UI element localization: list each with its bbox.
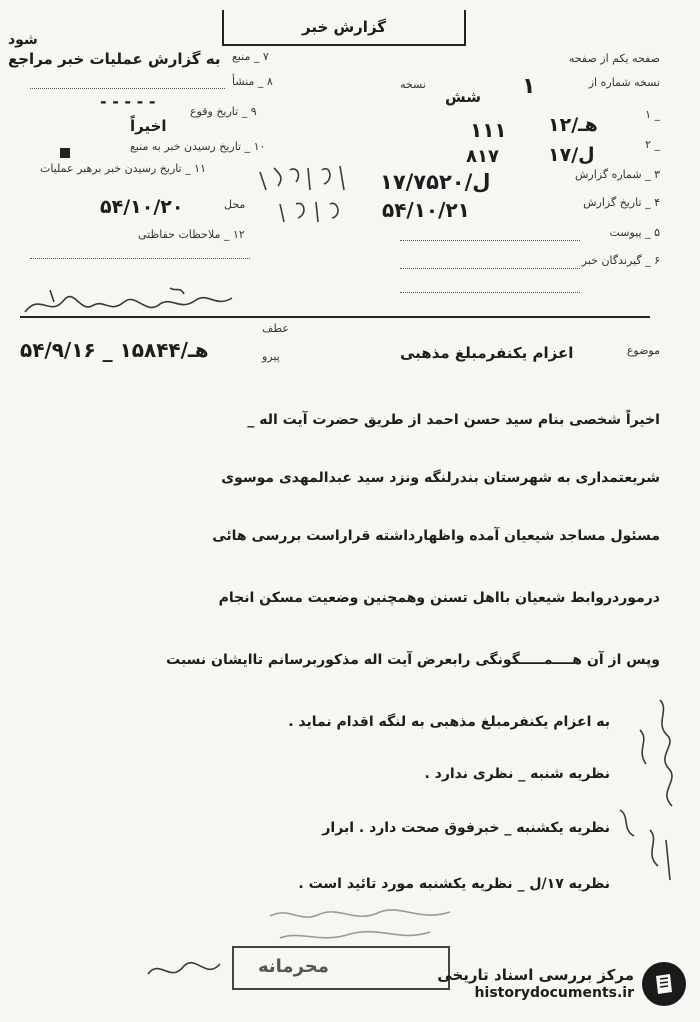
- bottom-signature: [140, 950, 230, 990]
- separator-line: [20, 316, 650, 318]
- field-8-label: ۸ _ منشأ: [232, 75, 273, 88]
- field-11-sub-label: محل: [224, 198, 246, 211]
- atf-label: عطف: [262, 322, 289, 335]
- field-7-label: ۷ _ منبع: [232, 50, 269, 63]
- item-2-handwritten: ۸۱۷: [466, 146, 499, 167]
- item-3-value: ۱۷/۷۵۲۰/ل: [380, 170, 491, 194]
- field-7-corner-note: شود: [8, 32, 38, 48]
- handwritten-number-scribble: [250, 160, 360, 230]
- item-4-label: ۴ _ تاریخ گزارش: [583, 196, 660, 209]
- subject-value: اعزام یکنفرمبلغ مذهبی: [400, 344, 574, 362]
- copy-number-label: نسخه شماره از: [588, 76, 660, 89]
- note-saturday: نظریه شنبه _ نظری ندارد .: [424, 766, 610, 782]
- note-sunday: نظریه یکشنبه _ خبرفوق صحت دارد . ابرار: [322, 820, 610, 836]
- copy-number-value: ۱: [522, 74, 536, 99]
- field-8-dotline: [30, 88, 225, 89]
- item-2-value: ۱۷/ل: [548, 144, 595, 166]
- margin-handwriting: [600, 690, 690, 890]
- body-line-1: اخیراً شخصی بنام سید حسن احمد از طریق حضرت آیت اله _: [247, 412, 660, 428]
- ink-mark: [60, 148, 70, 158]
- field-8-dashes: - - - - -: [100, 92, 156, 111]
- body-line-6: به اعزام یکنفرمبلغ مذهبی به لنگه اقدام نماید .: [288, 714, 610, 730]
- item-6-label: ۶ _ گیرندگان خبر: [581, 254, 660, 267]
- body-line-3: مسئول مساجد شیعیان آمده واظهارداشته قراراست بررسی هائی: [212, 528, 660, 544]
- item-1-handwritten: ۱۱۱: [470, 118, 507, 142]
- body-line-2: شریعتمداری به شهرستان بندرلنگه ونزد سید عبدالمهدی موسوی: [221, 470, 660, 486]
- bottom-stamp-text: محرمانه: [258, 956, 329, 977]
- field-9-label: ۹ _ تاریخ وقوع: [190, 105, 257, 118]
- piro-label: پیرو: [262, 350, 280, 363]
- item-3-label: ۳ _ شماره گزارش: [574, 168, 660, 181]
- body-line-5: وپس از آن هــــمـــــگونگی رابعرض آیت اله مذکوربرسانم تاایشان نسبت: [166, 652, 660, 668]
- faded-handwriting: [260, 902, 480, 950]
- report-title: گزارش خبر: [222, 10, 466, 46]
- reference-value: ۵۴/۹/۱۶ _ ۱هـ/۵۸۴۴: [20, 338, 209, 362]
- item-5-label: ۵ _ پیوست: [609, 226, 660, 239]
- item-6-dotline-2: [400, 292, 580, 293]
- item-4-value: ۵۴/۱۰/۲۱: [382, 198, 470, 222]
- watermark-org: مرکز بررسی اسناد تاریخی: [437, 966, 634, 985]
- watermark: [416, 958, 686, 1010]
- watermark-site: historydocuments.ir: [474, 984, 634, 1001]
- handwritten-signature: [20, 282, 250, 326]
- body-line-4: درموردروابط شیعیان بااهل تسنن وهمچنین وضعیت مسکن انجام: [218, 590, 660, 606]
- field-12-dotline: [30, 258, 250, 259]
- item-5-dotline: [400, 240, 580, 241]
- copy-suffix-label: نسخه: [400, 78, 426, 91]
- copy-total-value: شش: [445, 88, 481, 106]
- item-2-label: ۲ _: [645, 138, 660, 151]
- item-1-label: ۱ _: [645, 108, 660, 121]
- field-10-label: ۱۰ _ تاریخ رسیدن خبر به منبع: [130, 140, 266, 153]
- field-9-value: اخیراً: [130, 117, 167, 135]
- item-1-value: ۱۲/هـ: [548, 114, 598, 136]
- field-11-value: ۵۴/۱۰/۲۰: [100, 196, 184, 218]
- note-17l: نظریه ۱۷/ل _ نظریه یکشنبه مورد تائید است .: [298, 876, 610, 892]
- archive-logo-icon: [642, 962, 686, 1006]
- page-of-label: صفحه یکم از صفحه: [568, 52, 660, 65]
- item-6-dotline: [400, 268, 580, 269]
- field-12-label: ۱۲ _ ملاحظات حفاظتی: [138, 228, 245, 241]
- field-11-label: ۱۱ _ تاریخ رسیدن خبر برهبر عملیات: [40, 162, 206, 175]
- field-7-value: به گزارش عملیات خبر مراجع: [8, 50, 221, 68]
- subject-label: موضوع: [626, 344, 660, 357]
